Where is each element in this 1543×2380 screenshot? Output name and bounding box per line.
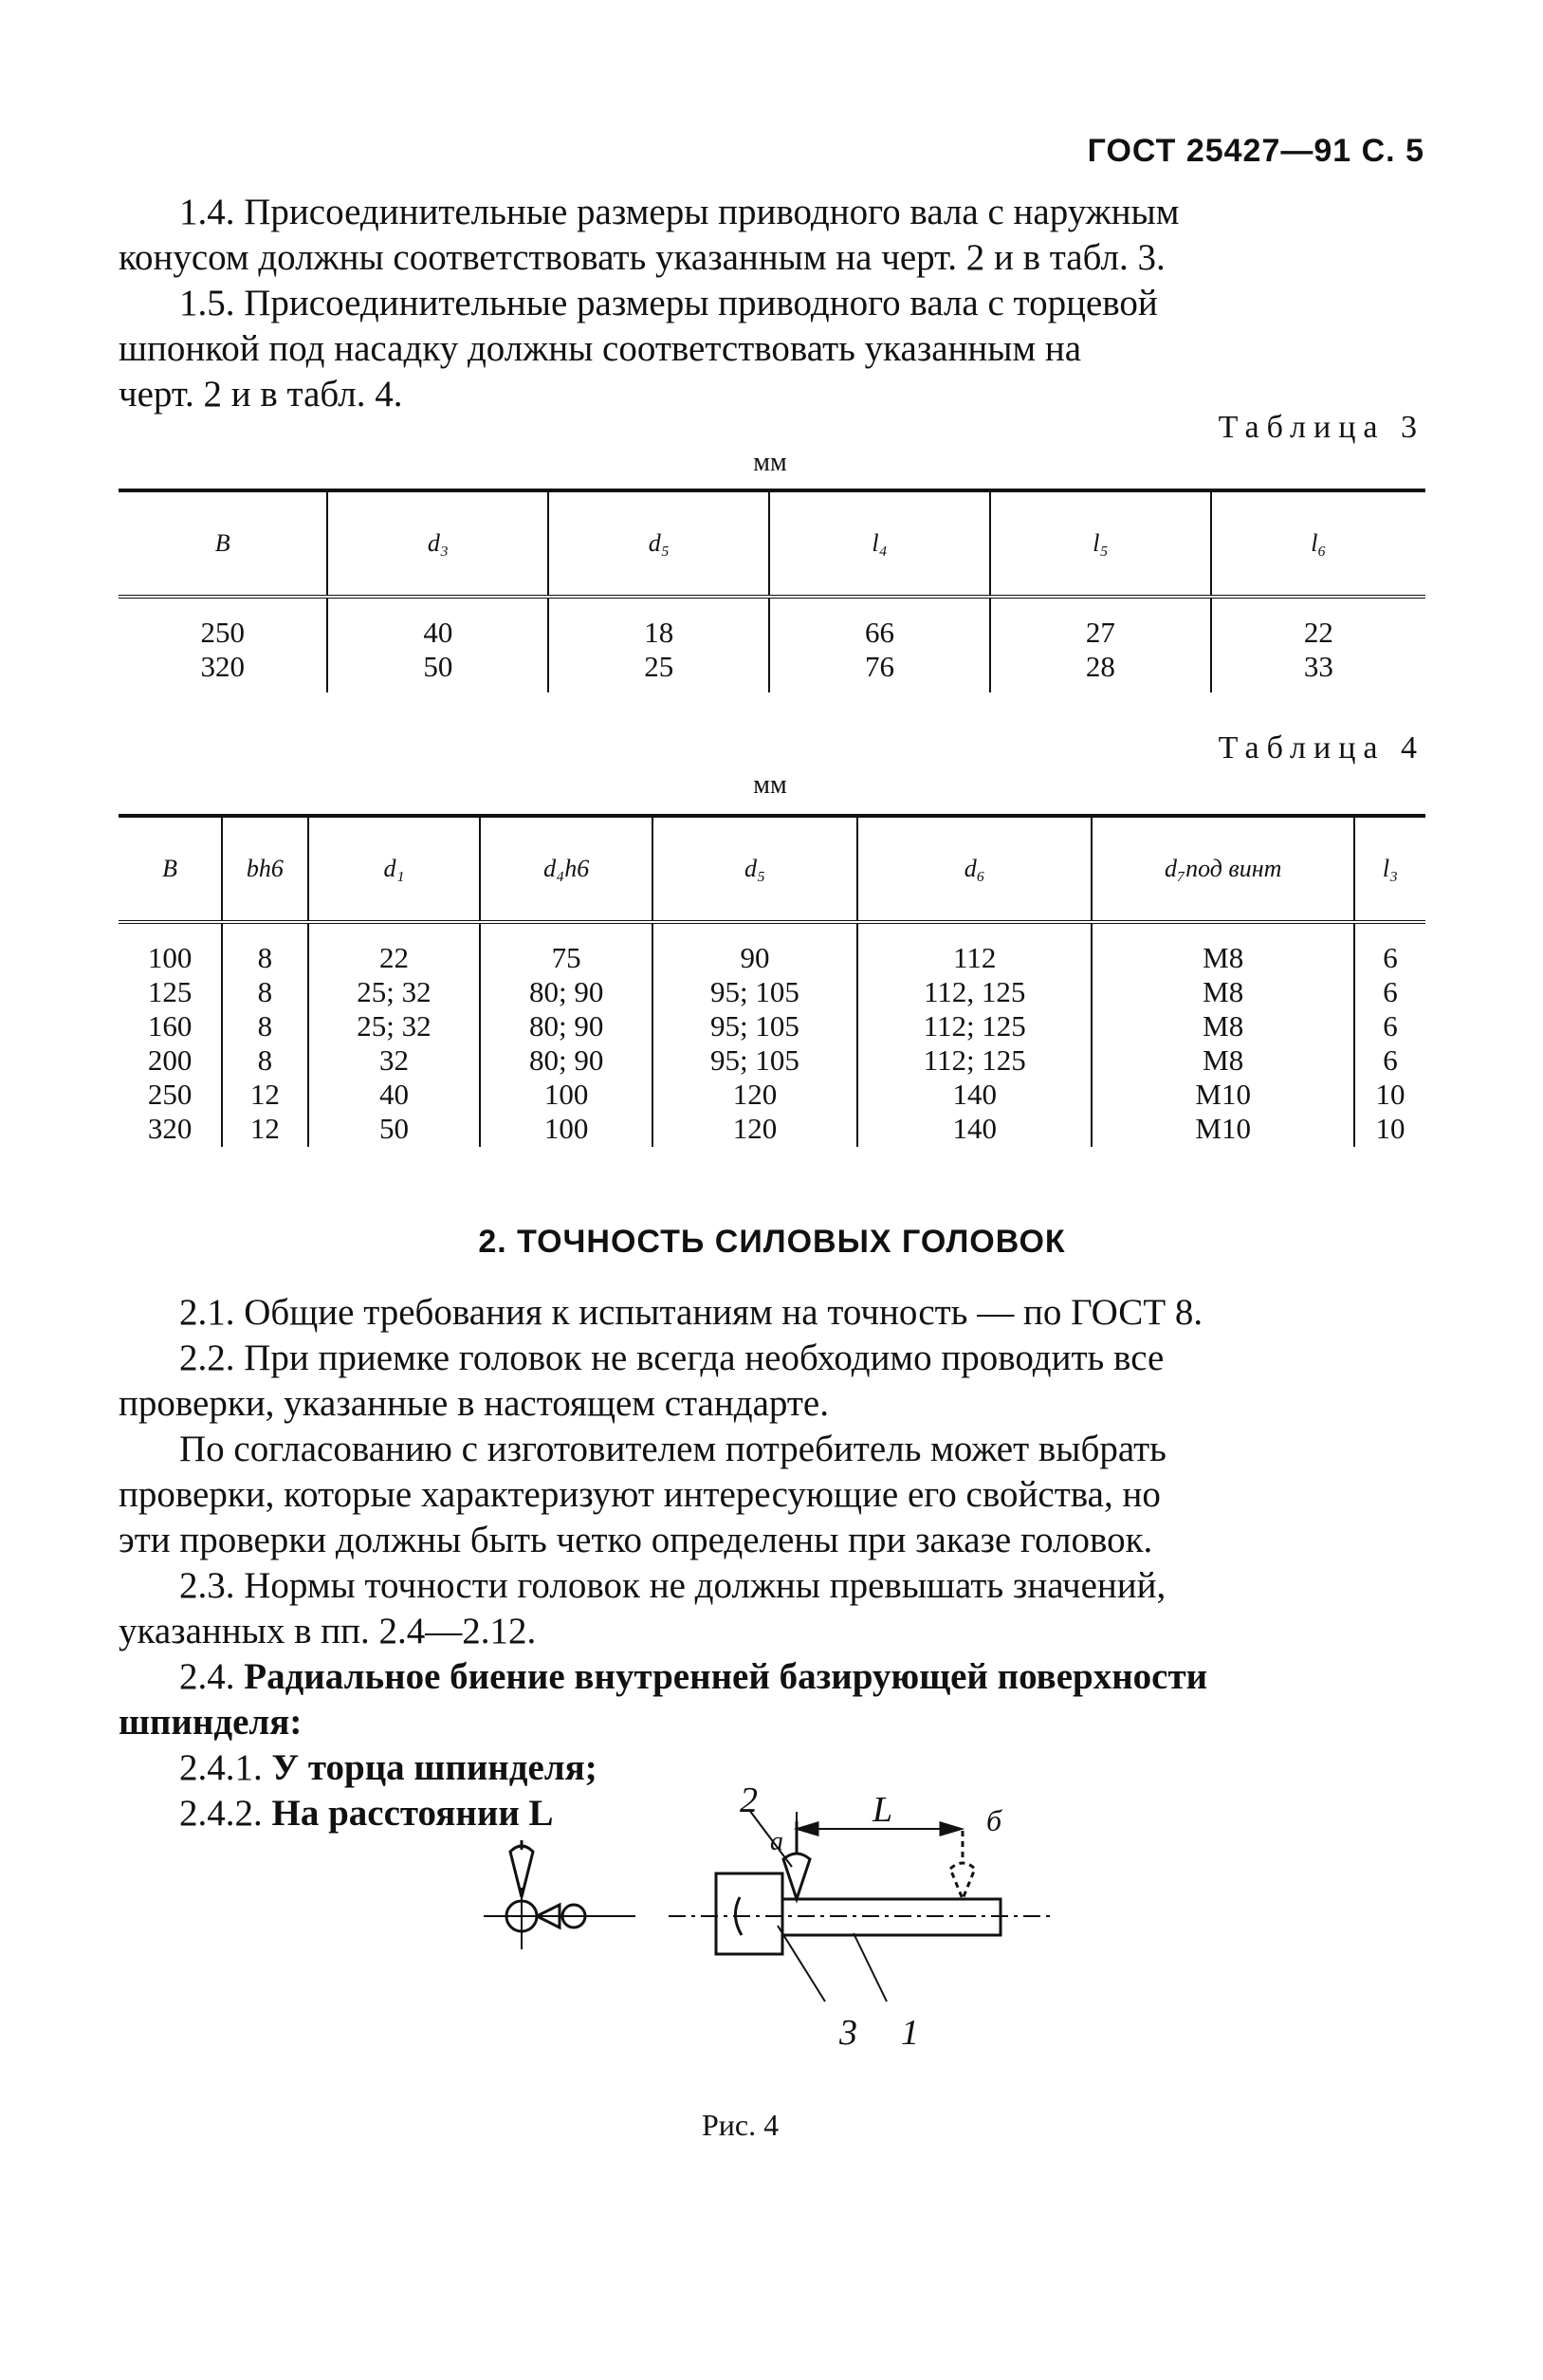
table-3 bbox=[119, 489, 1425, 692]
paragraph-2-2b-cont bbox=[119, 1472, 1425, 1563]
paragraph-1-4-cont bbox=[119, 235, 1425, 281]
leader-line-1 bbox=[854, 1933, 887, 2002]
table-header-cell: d₆ bbox=[857, 816, 1093, 922]
text-line: 2.3. Нормы точности головок не должны превышать значений, bbox=[179, 1565, 1166, 1606]
table-4 bbox=[119, 814, 1425, 1147]
text-line: 1.5. Присоединительные размеры приводного вала с торцевой bbox=[179, 283, 1158, 323]
clause-number: 2.4.1. bbox=[179, 1747, 263, 1788]
paragraph-2-4 bbox=[119, 1654, 1486, 1700]
paragraph-2-2-cont bbox=[119, 1381, 1425, 1427]
figure-caption: Рис. 4 bbox=[702, 2108, 780, 2142]
clause-text: У торца шпинделя; bbox=[271, 1747, 597, 1788]
table-header-cell: d₅ bbox=[652, 816, 857, 922]
table-cell: 8 8 8 8 12 12 bbox=[222, 922, 307, 1147]
label-L: L bbox=[873, 1790, 893, 1830]
text-line: указанных в пп. 2.4—2.12. bbox=[119, 1611, 537, 1651]
label-1: 1 bbox=[901, 2013, 919, 2053]
clause-text: шпинделя: bbox=[119, 1702, 303, 1743]
table-header-cell: d₇под винт bbox=[1092, 816, 1353, 922]
table-cell: 66 76 bbox=[769, 597, 990, 692]
clause-number: 2.4. bbox=[179, 1656, 235, 1697]
table-cell: 112 112, 125 112; 125 112; 125 140 140 bbox=[857, 922, 1093, 1147]
text-line: По согласованию с изготовителем потребитель может выбрать bbox=[179, 1429, 1166, 1469]
table-header-row bbox=[119, 490, 1425, 597]
section-title: 2. ТОЧНОСТЬ СИЛОВЫХ ГОЛОВОК bbox=[478, 1224, 1066, 1260]
table-header-cell: d₁ bbox=[308, 816, 481, 922]
table-cell: 75 80; 90 80; 90 80; 90 100 100 bbox=[480, 922, 652, 1147]
clause-number: 2.4.2. bbox=[179, 1793, 263, 1834]
table-header-cell: B bbox=[119, 490, 327, 597]
table-cell: 27 28 bbox=[990, 597, 1211, 692]
table-row bbox=[119, 922, 1425, 1147]
table-cell: M8 M8 M8 M8 M10 M10 bbox=[1092, 922, 1353, 1147]
paragraph-1-5 bbox=[119, 281, 1486, 326]
table-body bbox=[119, 597, 1425, 692]
table-cell: 18 25 bbox=[548, 597, 769, 692]
indicator-b-tip bbox=[950, 1863, 975, 1899]
table-header-cell: bh6 bbox=[222, 816, 307, 922]
text-line: проверки, которые характеризуют интересующие его свойства, но bbox=[119, 1474, 1161, 1515]
paragraph-1-4 bbox=[119, 190, 1486, 235]
paragraph-2-2 bbox=[119, 1336, 1486, 1381]
clause-text: Радиальное биение внутренней базирующей поверхности bbox=[244, 1656, 1208, 1697]
table-3-caption: Таблица 3 bbox=[1218, 410, 1424, 445]
table-header-cell: d₅ bbox=[548, 490, 769, 597]
figure-4-drawing bbox=[465, 1783, 1110, 2077]
text-line: шпонкой под насадку должны соответствовать указанным на bbox=[119, 328, 1082, 369]
table-header-cell: d₄h6 bbox=[480, 816, 652, 922]
label-b: б bbox=[986, 1803, 1002, 1837]
spindle-housing bbox=[716, 1873, 782, 1954]
table-cell: 22 33 bbox=[1211, 597, 1425, 692]
table-header-cell: l₃ bbox=[1354, 816, 1425, 922]
text-line: конусом должны соответствовать указанным на черт. 2 и в табл. 3. bbox=[119, 237, 1166, 278]
label-a: а bbox=[770, 1827, 783, 1856]
paragraph-2-3 bbox=[119, 1563, 1486, 1609]
paragraph-2-3-cont bbox=[119, 1609, 1425, 1654]
table-header-cell: B bbox=[119, 816, 222, 922]
table-row bbox=[119, 597, 1425, 692]
text-line: 2.1. Общие требования к испытаниям на точность — по ГОСТ 8. bbox=[179, 1292, 1203, 1333]
leader-line-3 bbox=[778, 1926, 825, 2002]
paragraph-1-5-cont bbox=[119, 326, 1425, 417]
table-cell: 250 320 bbox=[200, 616, 245, 683]
table-cell: 40 50 bbox=[327, 597, 548, 692]
text-line: 1.4. Присоединительные размеры приводного вала с наружным bbox=[179, 192, 1180, 232]
paragraph-2-1 bbox=[119, 1290, 1486, 1336]
table-cell: 90 95; 105 95; 105 95; 105 120 120 bbox=[652, 922, 857, 1147]
text-line: проверки, указанные в настоящем стандарте. bbox=[119, 1383, 829, 1424]
table-header-cell: d₃ bbox=[327, 490, 548, 597]
clause-text: На расстоянии L bbox=[271, 1793, 554, 1834]
table-header-row bbox=[119, 816, 1425, 922]
table-header-cell: l₄ bbox=[769, 490, 990, 597]
table-cell: 22 25; 32 25; 32 32 40 50 bbox=[308, 922, 481, 1147]
text-line: 2.2. При приемке головок не всегда необходимо проводить все bbox=[179, 1338, 1165, 1378]
label-2: 2 bbox=[740, 1783, 758, 1820]
paragraph-2-2b bbox=[119, 1427, 1486, 1472]
table-3-unit: мм bbox=[753, 448, 787, 477]
table-cell: 6 6 6 6 10 10 bbox=[1354, 922, 1425, 1147]
table-header-cell: l₅ bbox=[990, 490, 1211, 597]
dimension-arrow bbox=[941, 1823, 960, 1835]
text-line: эти проверки должны быть четко определены при заказе головок. bbox=[119, 1520, 1153, 1560]
paragraph-2-4-cont bbox=[119, 1700, 1425, 1745]
table-4-unit: мм bbox=[753, 770, 787, 800]
text-line: черт. 2 и в табл. 4. bbox=[119, 374, 403, 415]
table-body bbox=[119, 922, 1425, 1147]
label-3: 3 bbox=[839, 2013, 857, 2053]
page-header: ГОСТ 25427—91 С. 5 bbox=[1087, 133, 1424, 169]
dimension-arrow bbox=[799, 1823, 817, 1835]
table-cell: 100 125 160 200 250 320 bbox=[147, 941, 193, 1145]
table-4-caption: Таблица 4 bbox=[1218, 730, 1424, 766]
table-header-cell: l₆ bbox=[1211, 490, 1425, 597]
